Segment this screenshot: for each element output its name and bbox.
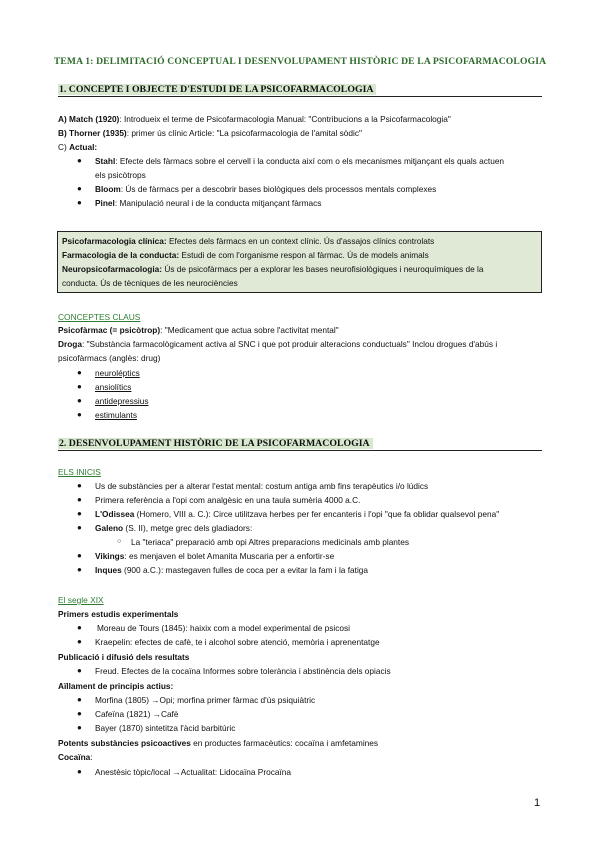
concept-item-ansiolitics: ansiolítics [95,382,132,392]
odissea-label: L'Odissea [95,509,135,519]
galeno-text: (S. II), metge grec dels gladiadors: [123,523,253,533]
primers-item: Moreau de Tours (1845): haixix com a model experimental de psicosi [97,623,351,633]
bullet-icon: ● [77,523,82,532]
box-label: Farmacologia de la conducta: [62,250,180,260]
pinel-text: : Manipulació neural i de la conducta mitjançant fàrmacs [114,198,322,208]
bullet-icon: ● [77,709,82,718]
cocaina-line [58,752,93,762]
actual-line [58,142,97,152]
stahl-item-continued [95,170,146,180]
actual-label: Actual: [69,142,98,152]
bloom-text: : Ús de fàrmacs per a descobrir bases biològiques dels processos mentals complexes [120,184,437,194]
bullet-icon: ● [77,695,82,704]
box-line-neuro [62,264,484,274]
section-1-heading: 1. CONCEPTE I OBJECTE D'ESTUDI DE LA PSICOFARMACOLOGIA [58,84,376,95]
bullet-icon: ● [77,198,82,207]
bullet-icon: ● [77,495,82,504]
stahl-text-2: els psicòtrops [95,170,146,180]
droga-label: Droga [58,339,82,349]
inques-item [95,565,368,575]
page-number: 1 [534,797,541,809]
inicis-item: Primera referència a l'opi com analgèsic en una taula sumèria 4000 a.C. [95,495,361,505]
bullet-icon: ● [77,666,82,675]
aillament-item: Bayer (1870) sintetitza l'àcid barbitúric [95,723,236,733]
pinel-name: Pinel [95,198,115,208]
publicacio-label: Publicació i difusió dels resultats [58,652,190,662]
bloom-name: Bloom [95,184,121,194]
publicacio-item: Freud. Efectes de la cocaïna Informes sobre tolerància i abstinència dels opiacis [95,666,391,676]
droga-text: : "Substància farmacològicament activa al SNC i que pot produir alteracions conductuals" Inclou drogues d'abús i [81,339,498,349]
box-text: Ús de psicofàrmacs per a explorar les bases neurofisiològiques i neuroquímiques de la [162,264,484,274]
document-title: TEMA 1: DELIMITACIÓ CONCEPTUAL I DESENVOLUPAMENT HISTÒRIC DE LA PSICOFARMACOLOGIA [53,56,547,67]
circle-bullet-icon: ○ [117,538,122,545]
bullet-icon: ● [77,623,82,632]
potents-label: Potents substàncies psicoactives [58,738,191,748]
match-line [58,114,451,124]
aillament-label: Aïllament de principis actius: [58,681,174,691]
stahl-item [95,156,504,166]
potents-line [58,738,378,748]
box-line-neuro-cont [62,278,238,288]
bullet-icon: ● [77,410,82,419]
bullet-icon: ● [77,156,82,165]
galeno-label: Galeno [95,523,124,533]
cocaina-colon: : [90,752,93,762]
vikings-item [95,551,334,561]
pinel-item [95,198,321,208]
box-text: conducta. Ús de tècniques de les neurociències [62,278,238,288]
thorner-text: : primer ús clínic Article: "La psicofarmacologia de l'amital sòdic" [126,128,362,138]
aillament-item: Morfina (1805) →Opi; morfina primer fàrmac d'ús psiquiàtric [95,695,316,705]
box-label: Psicofarmacologia clínica: [62,236,167,246]
inques-text: (900 a.C.): mastegaven fulles de coca per a evitar la fam i la fatiga [121,565,369,575]
vikings-text: : es menjaven el bolet Amanita Muscaria per a enfortir-se [124,551,335,561]
aillament-item: Cafeïna (1821) →Cafè [95,709,179,719]
droga-line [58,339,497,349]
section-2-rule [58,450,542,451]
stahl-name: Stahl [95,156,116,166]
actual-prefix: C) [58,142,70,152]
primers-label: Primers estudis experimentals [58,609,179,619]
bloom-item [95,184,436,194]
box-text: Estudi de com l'organisme respon al fàrmac. Ús de models animals [179,250,429,260]
box-text: Efectes dels fàrmacs en un context clínic. Ús d'assajos clínics controlats [166,236,435,246]
inques-label: Inques [95,565,122,575]
xix-heading: El segle XIX [58,595,104,605]
psicofarmac-text: : "Medicament que actua sobre l'activitat mental" [160,325,339,335]
psicofarmac-line [58,325,339,335]
section-2-heading: 2. DESENVOLUPAMENT HISTÒRIC DE LA PSICOFARMACOLOGIA [58,438,373,449]
psicofarmac-label: Psicofàrmac (= psicòtrop) [58,325,161,335]
concept-item-antidepressius: antidepressius [95,396,149,406]
concept-item-estimulants: estimulants [95,410,137,420]
galeno-subitem: La "teriaca" preparació amb opi Altres preparacions medicinals amb plantes [131,537,409,547]
bullet-icon: ● [77,565,82,574]
match-text: : Introdueix el terme de Psicofarmacologia Manual: "Contribucions a la Psicofarmacologia" [119,114,451,124]
stahl-text: : Efecte dels fàrmacs sobre el cervell i la conducta així com o els mecanismes mitjançant els quals actuen [115,156,505,166]
thorner-line [58,128,362,138]
inicis-heading: ELS INICIS [58,467,101,477]
inicis-item: Us de substàncies per a alterar l'estat mental: costum antiga amb fins terapèutics i/o lúdics [95,481,429,491]
bullet-icon: ● [77,509,82,518]
bullet-icon: ● [77,396,82,405]
bullet-icon: ● [77,368,82,377]
section-1-rule [58,96,542,97]
galeno-item [95,523,252,533]
droga-line-2: psicofàrmacs (anglès: drug) [58,353,161,363]
box-label: Neuropsicofarmacologia: [62,264,163,274]
primers-item: Kraepelin: efectes de cafè, te i alcohol sobre atenció, memòria i aprenentatge [95,637,380,647]
bullet-icon: ● [77,184,82,193]
concept-item-neuroleptics: neuroléptics [95,368,140,378]
match-label: A) Match (1920) [58,114,120,124]
cocaina-label: Cocaïna [58,752,91,762]
bullet-icon: ● [77,481,82,490]
box-line-conducta [62,250,429,260]
thorner-label: B) Thorner (1935) [58,128,127,138]
box-line-clinica [62,236,434,246]
bullet-icon: ● [77,382,82,391]
potents-text: en productes farmacèutics: cocaïna i amfetamines [190,738,379,748]
odissea-item [95,509,499,519]
bullet-icon: ● [77,637,82,646]
concepts-heading: CONCEPTES CLAUS [58,312,141,322]
cocaina-item: Anestèsic tòpic/local →Actualitat: Lidocaïna Procaïna [95,767,292,777]
bullet-icon: ● [77,551,82,560]
bullet-icon: ● [77,767,82,776]
odissea-text: (Homero, VIII a. C.): Circe utilitzava herbes per fer encanteris i l'opi "que fa oblidar qualsevol pena" [134,509,500,519]
bullet-icon: ● [77,723,82,732]
vikings-label: Vikings [95,551,125,561]
